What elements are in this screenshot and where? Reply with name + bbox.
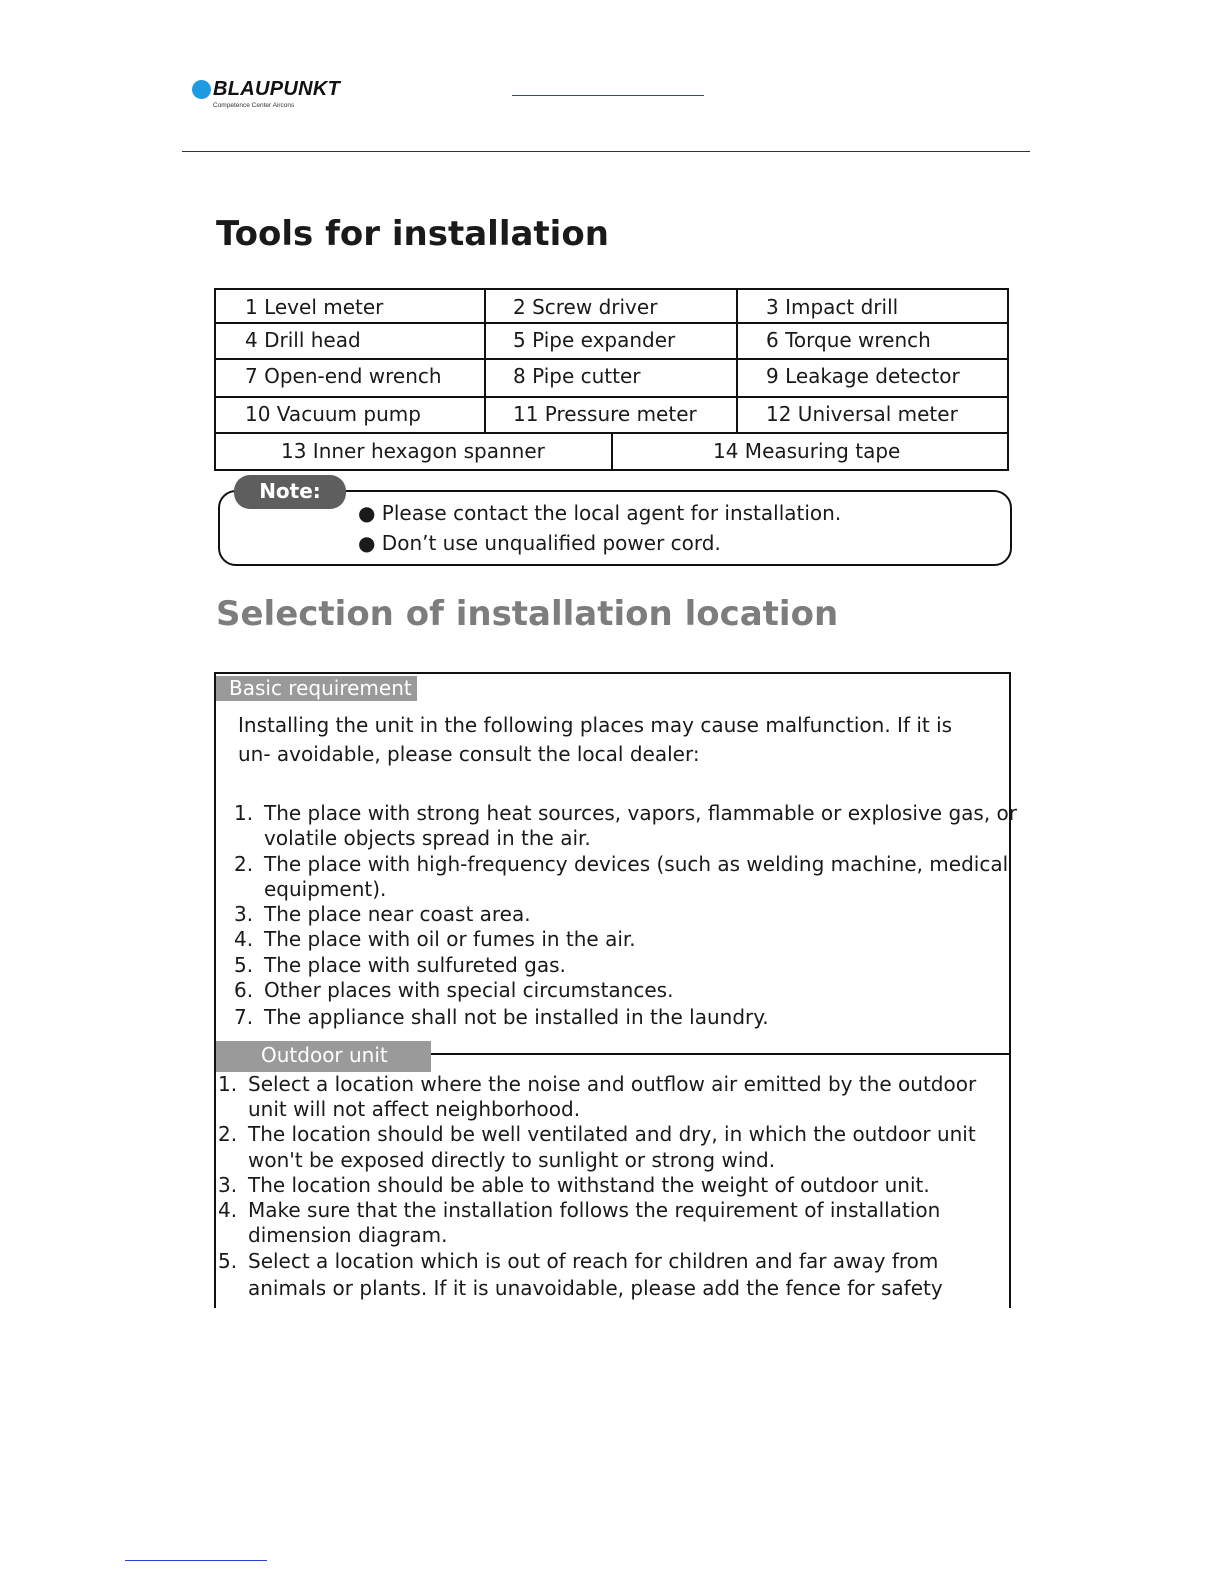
basic-intro-line: Installing the unit in the following places may cause malfunction. If it is <box>238 713 953 737</box>
note-line: ● Please contact the local agent for installation. <box>358 501 842 525</box>
note-line: ● Don’t use unqualified power cord. <box>358 531 721 555</box>
list-number: 5. <box>234 953 254 977</box>
list-item: equipment). <box>264 877 387 901</box>
table-col-rule <box>736 290 738 434</box>
tool-item: 1 Level meter <box>245 295 384 319</box>
list-number: 4. <box>234 927 254 951</box>
list-item: won't be exposed directly to sunlight or strong wind. <box>248 1148 776 1172</box>
list-item: The location should be well ventilated and dry, in which the outdoor unit <box>248 1122 976 1146</box>
list-item: The place with strong heat sources, vapors, flammable or explosive gas, or <box>264 801 1017 825</box>
basic-intro-line: un- avoidable, please consult the local dealer: <box>238 742 700 766</box>
outdoor-divider <box>430 1053 1011 1055</box>
list-number: 1. <box>234 801 254 825</box>
tool-item: 2 Screw driver <box>513 295 658 319</box>
list-number: 3. <box>234 902 254 926</box>
tool-item: 10 Vacuum pump <box>245 402 421 426</box>
table-col-rule <box>611 432 613 471</box>
table-rule <box>216 322 1007 324</box>
brand-name: BLAUPUNKT <box>213 78 341 100</box>
tool-item: 6 Torque wrench <box>766 328 931 352</box>
list-item: animals or plants. If it is unavoidable, please add the fence for safety <box>248 1276 943 1300</box>
tool-item: 14 Measuring tape <box>713 439 901 463</box>
tool-item: 3 Impact drill <box>766 295 899 319</box>
tool-item: 7 Open-end wrench <box>245 364 442 388</box>
list-item: The appliance shall not be installed in the laundry. <box>264 1005 769 1029</box>
list-item: Select a location where the noise and outflow air emitted by the outdoor <box>248 1072 977 1096</box>
list-item: The place with oil or fumes in the air. <box>264 927 636 951</box>
list-item: The place near coast area. <box>264 902 531 926</box>
list-number: 2. <box>218 1122 238 1146</box>
list-number: 2. <box>234 852 254 876</box>
list-item: The place with sulfureted gas. <box>264 953 566 977</box>
footer-link-underline[interactable] <box>125 1560 267 1561</box>
list-item: unit will not affect neighborhood. <box>248 1097 581 1121</box>
tool-item: 9 Leakage detector <box>766 364 960 388</box>
header-link-underline[interactable] <box>512 95 704 96</box>
brand-subtitle: Competence Center Aircons <box>213 102 295 109</box>
header-divider <box>182 151 1030 152</box>
list-item: volatile objects spread in the air. <box>264 826 591 850</box>
tool-item: 11 Pressure meter <box>513 402 697 426</box>
list-number: 3. <box>218 1173 238 1197</box>
list-number: 7. <box>234 1005 254 1029</box>
location-heading: Selection of installation location <box>216 594 839 634</box>
table-col-rule <box>484 290 486 434</box>
list-item: Make sure that the installation follows the requirement of installation <box>248 1198 941 1222</box>
tool-item: 12 Universal meter <box>766 402 958 426</box>
list-item: The location should be able to withstand the weight of outdoor unit. <box>248 1173 930 1197</box>
list-number: 4. <box>218 1198 238 1222</box>
requirements-border-top <box>214 672 1011 674</box>
tool-item: 13 Inner hexagon spanner <box>281 439 545 463</box>
note-label: Note: <box>234 475 346 509</box>
list-number: 5. <box>218 1249 238 1273</box>
tool-item: 4 Drill head <box>245 328 361 352</box>
list-item: dimension diagram. <box>248 1223 448 1247</box>
requirements-border-left <box>214 672 216 1308</box>
table-rule <box>216 358 1007 360</box>
list-item: Other places with special circumstances. <box>264 978 674 1002</box>
tool-item: 8 Pipe cutter <box>513 364 641 388</box>
list-item: The place with high-frequency devices (such as welding machine, medical <box>264 852 1009 876</box>
outdoor-unit-label: Outdoor unit <box>216 1041 431 1072</box>
requirements-border-right <box>1009 672 1011 1308</box>
tool-item: 5 Pipe expander <box>513 328 676 352</box>
logo-dot-icon <box>192 80 211 99</box>
table-rule <box>216 396 1007 398</box>
list-item: Select a location which is out of reach for children and far away from <box>248 1249 939 1273</box>
list-number: 1. <box>218 1072 238 1096</box>
tools-heading: Tools for installation <box>216 214 609 254</box>
tools-table <box>214 288 1009 471</box>
list-number: 6. <box>234 978 254 1002</box>
basic-requirement-label: Basic requirement <box>216 676 417 701</box>
